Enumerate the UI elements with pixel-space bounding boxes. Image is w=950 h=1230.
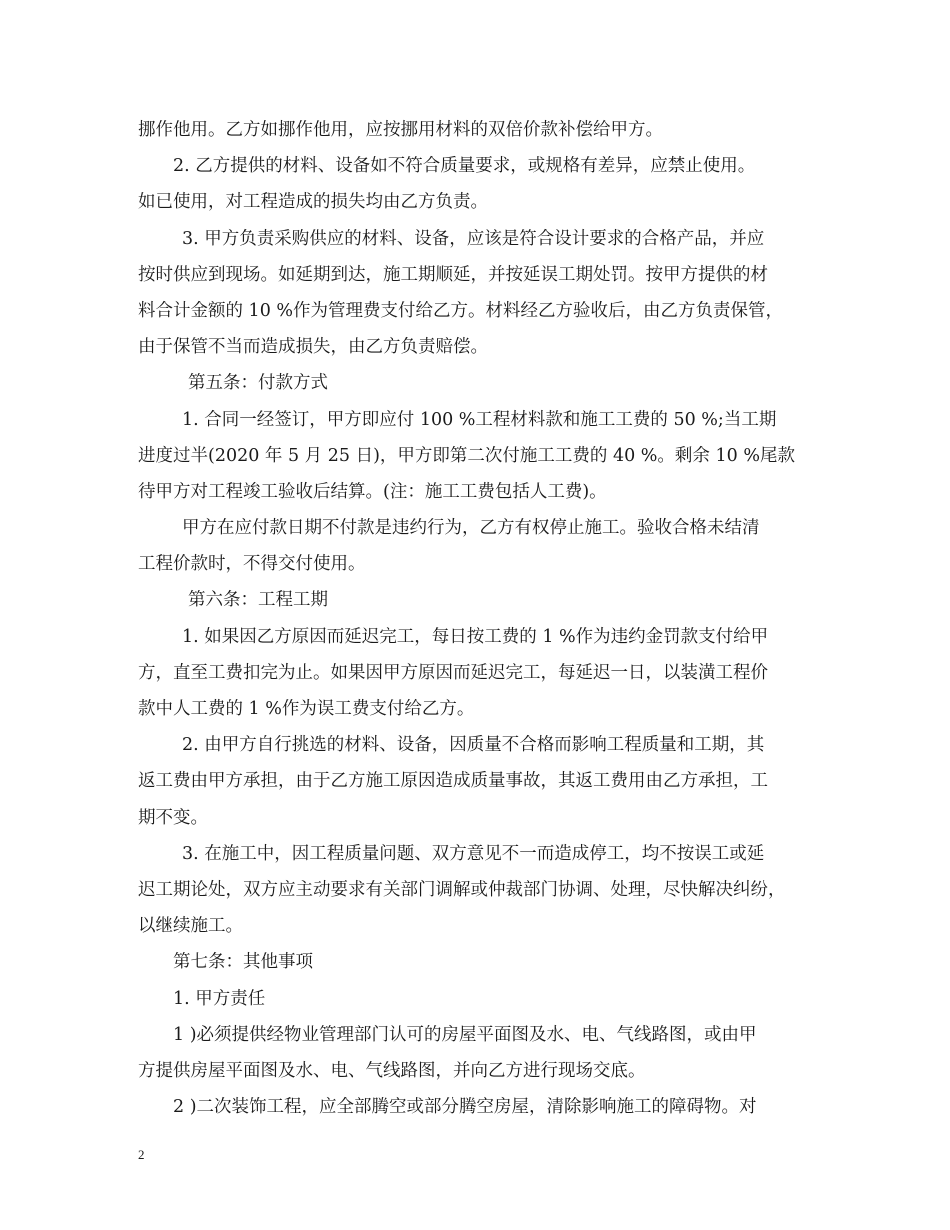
text-line: 返工费由甲方承担，由于乙方施工原因造成质量事故，其返工费用由乙方承担，工 xyxy=(138,771,768,792)
text-line: 期不变。 xyxy=(138,807,208,828)
section-heading: 第七条：其他事项 xyxy=(173,952,313,973)
text-line: 3. 甲方负责采购供应的材料、设备，应该是符合设计要求的合格产品，并应 xyxy=(182,228,765,249)
text-line: 3. 在施工中，因工程质量问题、双方意见不一而造成停工，均不按误工或延 xyxy=(182,843,765,864)
text-line: 按时供应到现场。如延期到达，施工期顺延，并按延误工期处罚。按甲方提供的材 xyxy=(138,264,768,285)
text-line: 1. 合同一经签订，甲方即应付 100 %工程材料款和施工工费的 50 %;当工期 xyxy=(182,409,777,430)
section-heading: 第六条：工程工期 xyxy=(188,590,328,611)
text-line: 1. 如果因乙方原因而延迟完工，每日按工费的 1 %作为违约金罚款支付给甲 xyxy=(182,626,769,647)
section-heading: 第五条：付款方式 xyxy=(188,373,328,394)
text-line: 2 )二次装饰工程，应全部腾空或部分腾空房屋，清除影响施工的障碍物。对 xyxy=(173,1097,757,1118)
text-line: 以继续施工。 xyxy=(138,916,243,937)
text-line: 甲方在应付款日期不付款是违约行为，乙方有权停止施工。验收合格未结清 xyxy=(182,518,760,539)
text-line: 待甲方对工程竣工验收后结算。(注：施工工费包括人工费)。 xyxy=(138,481,607,502)
text-line: 款中人工费的 1 %作为误工费支付给乙方。 xyxy=(138,699,475,719)
text-line: 1 )必须提供经物业管理部门认可的房屋平面图及水、电、气线路图，或由甲 xyxy=(173,1024,757,1045)
text-line: 2. 乙方提供的材料、设备如不符合质量要求，或规格有差异，应禁止使用。 xyxy=(173,156,756,177)
text-line: 2. 由甲方自行挑选的材料、设备，因质量不合格而影响工程质量和工期，其 xyxy=(182,735,765,756)
text-line: 如已使用，对工程造成的损失均由乙方负责。 xyxy=(138,192,488,213)
text-line: 迟工期论处，双方应主动要求有关部门调解或仲裁部门协调、处理，尽快解决纠纷， xyxy=(138,879,786,900)
text-line: 方，直至工费扣完为止。如果因甲方原因而延迟完工，每延迟一日，以装潢工程价 xyxy=(138,662,768,683)
text-line: 1. 甲方责任 xyxy=(173,988,266,1009)
text-line: 料合计金额的 10 %作为管理费支付给乙方。材料经乙方验收后，由乙方负责保管， xyxy=(138,300,784,321)
page-number: 2 xyxy=(138,1147,145,1162)
text-line: 由于保管不当而造成损失，由乙方负责赔偿。 xyxy=(138,337,488,358)
text-line: 工程价款时，不得交付使用。 xyxy=(138,554,366,575)
text-line: 方提供房屋平面图及水、电、气线路图，并向乙方进行现场交底。 xyxy=(138,1060,646,1081)
text-line: 挪作他用。乙方如挪作他用，应按挪用材料的双倍价款补偿给甲方。 xyxy=(138,120,663,140)
page-body xyxy=(138,112,818,1125)
text-line: 进度过半(2020 年 5 月 25 日)，甲方即第二次付施工工费的 40 %。剩余 10 %尾款 xyxy=(138,445,795,466)
